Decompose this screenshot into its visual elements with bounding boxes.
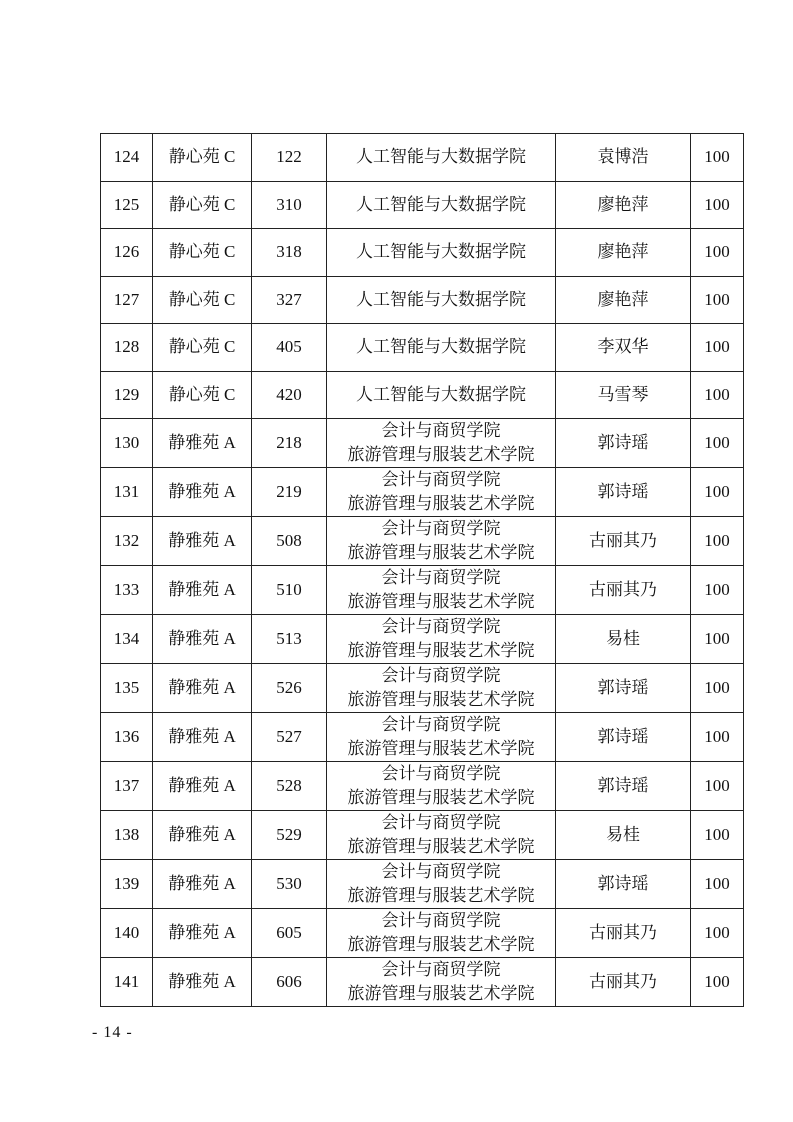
cell-building: 静雅苑 A — [153, 958, 252, 1007]
college-line: 会计与商贸学院 — [381, 421, 501, 440]
cell-name: 廖艳萍 — [556, 229, 691, 277]
cell-college — [327, 811, 556, 860]
cell-room: 513 — [252, 615, 327, 664]
cell-name: 郭诗瑶 — [556, 860, 691, 909]
cell-room: 530 — [252, 860, 327, 909]
cell-building: 静雅苑 A — [153, 762, 252, 811]
cell-number: 126 — [101, 229, 153, 277]
cell-building: 静雅苑 A — [153, 468, 252, 517]
cell-score: 100 — [691, 958, 744, 1007]
cell-building: 静心苑 C — [153, 371, 252, 419]
cell-college — [327, 909, 556, 958]
cell-building: 静雅苑 A — [153, 419, 252, 468]
college-line: 人工智能与大数据学院 — [356, 384, 526, 404]
cell-college — [327, 762, 556, 811]
college-line: 人工智能与大数据学院 — [356, 337, 526, 357]
table-row — [101, 517, 744, 566]
college-line: 旅游管理与服装艺术学院 — [347, 837, 535, 856]
cell-name: 郭诗瑶 — [556, 468, 691, 517]
cell-name: 马雪琴 — [556, 371, 691, 419]
table-row — [101, 324, 744, 372]
cell-score: 100 — [691, 762, 744, 811]
cell-room: 327 — [252, 276, 327, 324]
cell-name: 李双华 — [556, 324, 691, 372]
table-row — [101, 468, 744, 517]
cell-name: 古丽其乃 — [556, 517, 691, 566]
cell-college — [327, 276, 556, 324]
college-line: 旅游管理与服装艺术学院 — [347, 543, 535, 562]
cell-college — [327, 664, 556, 713]
cell-room: 310 — [252, 181, 327, 229]
cell-college — [327, 181, 556, 229]
cell-score: 100 — [691, 229, 744, 277]
cell-name: 廖艳萍 — [556, 276, 691, 324]
cell-number: 139 — [101, 860, 153, 909]
cell-building: 静心苑 C — [153, 229, 252, 277]
cell-room: 508 — [252, 517, 327, 566]
college-line: 旅游管理与服装艺术学院 — [347, 788, 535, 807]
table-row — [101, 762, 744, 811]
cell-score: 100 — [691, 811, 744, 860]
college-line: 旅游管理与服装艺术学院 — [347, 739, 535, 758]
cell-score: 100 — [691, 419, 744, 468]
table-row — [101, 566, 744, 615]
college-line: 会计与商贸学院 — [381, 764, 501, 783]
cell-room: 219 — [252, 468, 327, 517]
cell-score: 100 — [691, 324, 744, 372]
cell-score: 100 — [691, 468, 744, 517]
college-line: 人工智能与大数据学院 — [356, 194, 526, 214]
cell-name: 郭诗瑶 — [556, 762, 691, 811]
cell-number: 131 — [101, 468, 153, 517]
cell-number: 138 — [101, 811, 153, 860]
cell-name: 廖艳萍 — [556, 181, 691, 229]
cell-room: 606 — [252, 958, 327, 1007]
cell-room: 527 — [252, 713, 327, 762]
table-row — [101, 958, 744, 1007]
cell-number: 130 — [101, 419, 153, 468]
cell-building: 静心苑 C — [153, 181, 252, 229]
college-line: 会计与商贸学院 — [381, 617, 501, 636]
cell-college — [327, 229, 556, 277]
cell-room: 405 — [252, 324, 327, 372]
cell-room: 605 — [252, 909, 327, 958]
cell-name: 古丽其乃 — [556, 909, 691, 958]
cell-building: 静雅苑 A — [153, 664, 252, 713]
college-line: 旅游管理与服装艺术学院 — [347, 984, 535, 1003]
college-line: 会计与商贸学院 — [381, 960, 501, 979]
table-row — [101, 860, 744, 909]
college-line: 旅游管理与服装艺术学院 — [347, 494, 535, 513]
cell-name: 易桂 — [556, 615, 691, 664]
cell-building: 静心苑 C — [153, 134, 252, 182]
table-row — [101, 371, 744, 419]
table-body — [101, 134, 744, 1007]
cell-name: 郭诗瑶 — [556, 713, 691, 762]
cell-name: 古丽其乃 — [556, 566, 691, 615]
cell-room: 122 — [252, 134, 327, 182]
cell-score: 100 — [691, 181, 744, 229]
college-line: 会计与商贸学院 — [381, 568, 501, 587]
cell-score: 100 — [691, 517, 744, 566]
college-line: 旅游管理与服装艺术学院 — [347, 935, 535, 954]
table-row — [101, 276, 744, 324]
dormitory-score-table — [100, 133, 744, 1007]
college-line: 旅游管理与服装艺术学院 — [347, 592, 535, 611]
cell-number: 129 — [101, 371, 153, 419]
cell-number: 136 — [101, 713, 153, 762]
cell-room: 318 — [252, 229, 327, 277]
cell-number: 141 — [101, 958, 153, 1007]
cell-score: 100 — [691, 860, 744, 909]
college-line: 会计与商贸学院 — [381, 911, 501, 930]
cell-room: 420 — [252, 371, 327, 419]
college-line: 会计与商贸学院 — [381, 519, 501, 538]
cell-college — [327, 134, 556, 182]
college-line: 会计与商贸学院 — [381, 715, 501, 734]
college-line: 旅游管理与服装艺术学院 — [347, 445, 535, 464]
college-line: 会计与商贸学院 — [381, 862, 501, 881]
cell-building: 静雅苑 A — [153, 517, 252, 566]
college-line: 旅游管理与服装艺术学院 — [347, 641, 535, 660]
cell-building: 静心苑 C — [153, 324, 252, 372]
cell-number: 133 — [101, 566, 153, 615]
cell-number: 137 — [101, 762, 153, 811]
table-row — [101, 134, 744, 182]
cell-building: 静雅苑 A — [153, 713, 252, 762]
college-line: 会计与商贸学院 — [381, 813, 501, 832]
cell-number: 134 — [101, 615, 153, 664]
college-line: 会计与商贸学院 — [381, 666, 501, 685]
cell-college — [327, 517, 556, 566]
cell-college — [327, 324, 556, 372]
cell-number: 124 — [101, 134, 153, 182]
cell-number: 127 — [101, 276, 153, 324]
cell-room: 510 — [252, 566, 327, 615]
table-row — [101, 909, 744, 958]
page-number: - 14 - — [92, 1024, 133, 1041]
cell-number: 125 — [101, 181, 153, 229]
cell-building: 静雅苑 A — [153, 566, 252, 615]
table-row — [101, 811, 744, 860]
cell-name: 古丽其乃 — [556, 958, 691, 1007]
table-row — [101, 419, 744, 468]
cell-score: 100 — [691, 276, 744, 324]
cell-score: 100 — [691, 566, 744, 615]
table-row — [101, 615, 744, 664]
college-line: 人工智能与大数据学院 — [356, 289, 526, 309]
cell-building: 静雅苑 A — [153, 615, 252, 664]
cell-name: 袁博浩 — [556, 134, 691, 182]
cell-college — [327, 615, 556, 664]
cell-building: 静心苑 C — [153, 276, 252, 324]
cell-number: 135 — [101, 664, 153, 713]
cell-college — [327, 419, 556, 468]
cell-room: 218 — [252, 419, 327, 468]
cell-score: 100 — [691, 909, 744, 958]
cell-score: 100 — [691, 134, 744, 182]
table-row — [101, 229, 744, 277]
cell-college — [327, 860, 556, 909]
cell-college — [327, 468, 556, 517]
college-line: 旅游管理与服装艺术学院 — [347, 886, 535, 905]
table-row — [101, 181, 744, 229]
cell-college — [327, 958, 556, 1007]
cell-score: 100 — [691, 713, 744, 762]
cell-building: 静雅苑 A — [153, 909, 252, 958]
table-row — [101, 713, 744, 762]
cell-room: 526 — [252, 664, 327, 713]
college-line: 旅游管理与服装艺术学院 — [347, 690, 535, 709]
cell-number: 132 — [101, 517, 153, 566]
cell-score: 100 — [691, 664, 744, 713]
cell-score: 100 — [691, 371, 744, 419]
cell-name: 郭诗瑶 — [556, 664, 691, 713]
table-row — [101, 664, 744, 713]
cell-building: 静雅苑 A — [153, 860, 252, 909]
cell-number: 128 — [101, 324, 153, 372]
cell-college — [327, 566, 556, 615]
cell-number: 140 — [101, 909, 153, 958]
cell-building: 静雅苑 A — [153, 811, 252, 860]
cell-name: 易桂 — [556, 811, 691, 860]
cell-room: 529 — [252, 811, 327, 860]
college-line: 人工智能与大数据学院 — [356, 147, 526, 167]
college-line: 人工智能与大数据学院 — [356, 242, 526, 262]
college-line: 会计与商贸学院 — [381, 470, 501, 489]
cell-score: 100 — [691, 615, 744, 664]
cell-college — [327, 713, 556, 762]
cell-name: 郭诗瑶 — [556, 419, 691, 468]
cell-room: 528 — [252, 762, 327, 811]
cell-college — [327, 371, 556, 419]
